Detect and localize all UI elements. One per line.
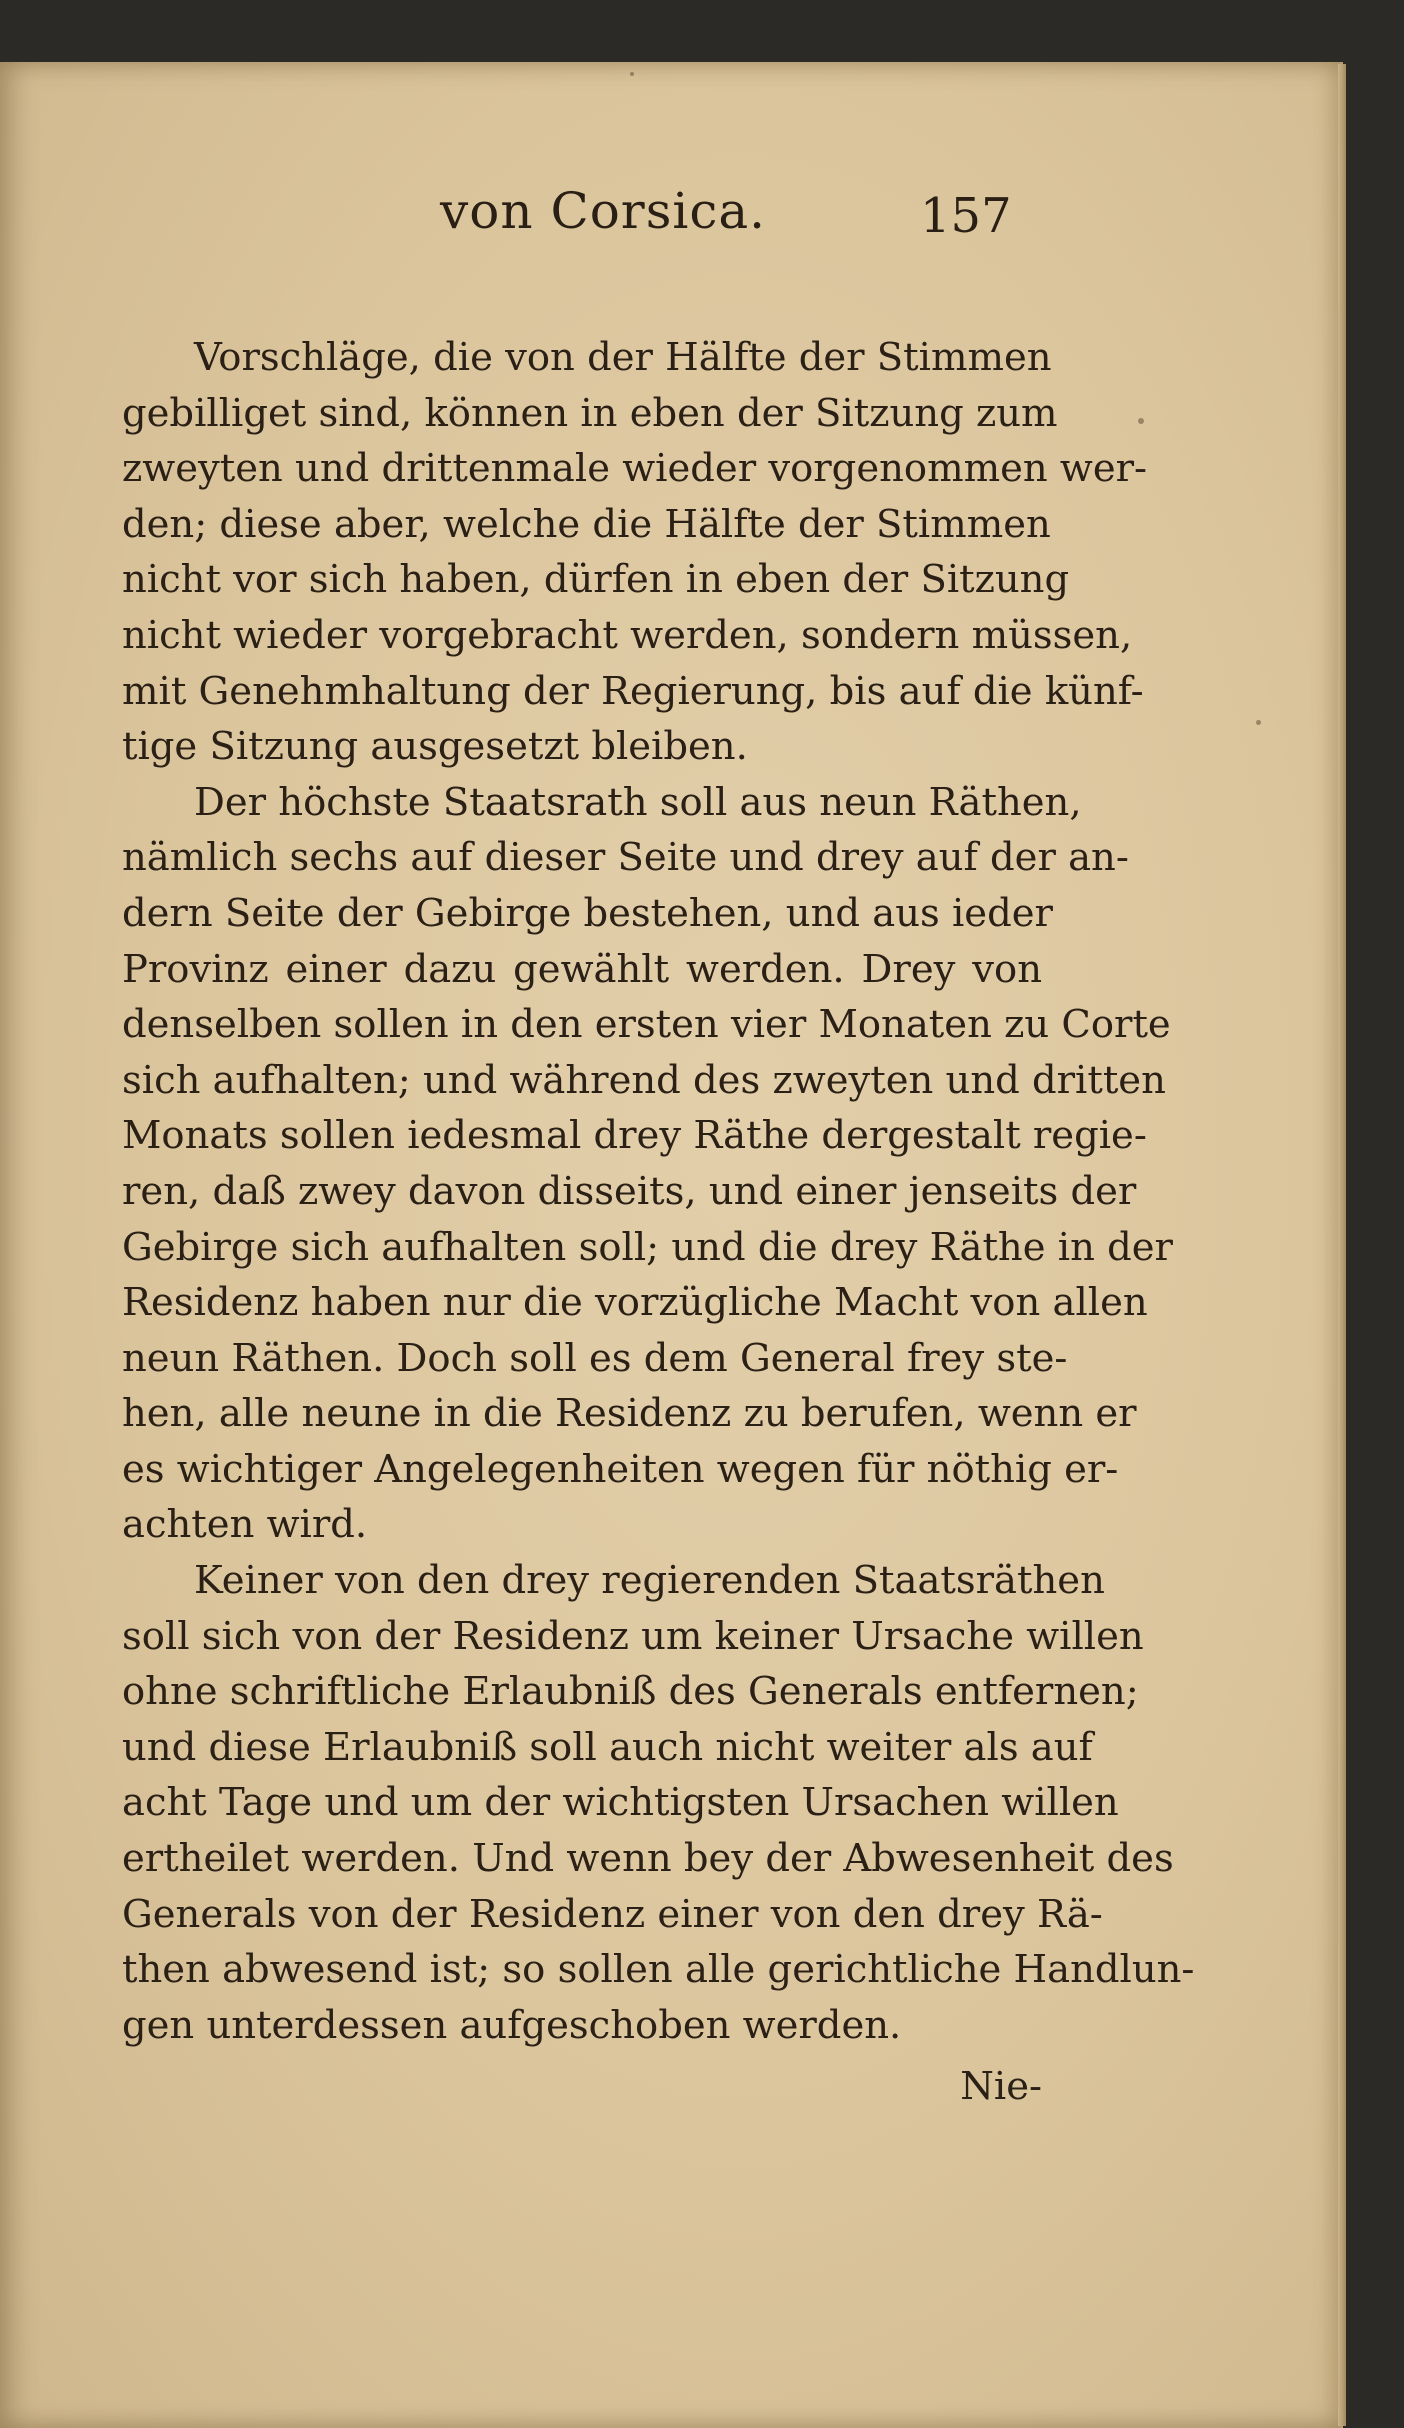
text-line: nicht wieder vorgebracht werden, sondern müssen, <box>122 612 1133 658</box>
text-line: tige Sitzung ausgesetzt bleiben. <box>122 724 748 770</box>
text-line: es wichtiger Angelegenheiten wegen für nöthig er- <box>122 1446 1119 1492</box>
text-line: acht Tage und um der wichtigsten Ursachen willen <box>122 1780 1119 1826</box>
text-line: zweyten und drittenmale wieder vorgenommen wer- <box>122 446 1148 492</box>
text-line: Vorschläge, die von der Hälfte der Stimmen <box>194 335 1052 380</box>
paper-speck <box>1138 418 1144 424</box>
text-line: Der höchste Staatsrath soll aus neun Räthen, <box>194 779 1082 825</box>
text-line: Monats sollen iedesmal drey Räthe dergestalt regie- <box>122 1113 1147 1159</box>
page-number: 157 <box>920 188 1012 244</box>
paragraph <box>122 330 1148 775</box>
text-line: ertheilet werden. Und wenn bey der Abwesenheit des <box>122 1836 1174 1882</box>
text-line: sich aufhalten; und während des zweyten und dritten <box>122 1057 1166 1103</box>
text-line: und diese Erlaubniß soll auch nicht weiter als auf <box>122 1724 1093 1770</box>
text-line: gebilliget sind, können in eben der Sitzung zum <box>122 390 1058 436</box>
text-line: Gebirge sich aufhalten soll; und die drey Räthe in der <box>122 1224 1173 1270</box>
paper-speck <box>1256 720 1261 725</box>
text-line: Keiner von den drey regierenden Staatsräthen <box>194 1558 1105 1604</box>
text-line: den; diese aber, welche die Hälfte der Stimmen <box>122 501 1051 547</box>
paragraph <box>122 1553 1195 2053</box>
text-line: soll sich von der Residenz um keiner Ursache willen <box>122 1613 1144 1659</box>
catchword: Nie- <box>960 2064 1042 2109</box>
text-line: neun Räthen. Doch soll es dem General frey ste- <box>122 1335 1068 1381</box>
text-line: denselben sollen in den ersten vier Monaten zu Corte <box>122 1002 1171 1048</box>
text-line: nämlich sechs auf dieser Seite und drey auf der an- <box>122 835 1129 881</box>
paragraph <box>122 775 1173 1553</box>
paper-speck <box>630 72 634 76</box>
text-line: Generals von der Residenz einer von den drey Rä- <box>122 1891 1103 1937</box>
text-line: then abwesend ist; so sollen alle gerichtliche Handlun- <box>122 1947 1195 1993</box>
text-line: dern Seite der Gebirge bestehen, und aus ieder <box>122 890 1053 936</box>
text-line: ren, daß zwey davon disseits, und einer jenseits der <box>122 1168 1137 1214</box>
text-line: nicht vor sich haben, dürfen in eben der Sitzung <box>122 557 1070 603</box>
text-line: mit Genehmhaltung der Regierung, bis auf die künf- <box>122 668 1144 714</box>
body-text <box>122 330 1195 2053</box>
text-line: ohne schriftliche Erlaubniß des Generals entfernen; <box>122 1669 1139 1715</box>
text-line: gen unterdessen aufgeschoben werden. <box>122 2002 902 2048</box>
text-line: hen, alle neune in die Residenz zu berufen, wenn er <box>122 1391 1137 1437</box>
text-line: achten wird. <box>122 1502 368 1548</box>
running-head <box>120 182 1020 272</box>
page-edge <box>1338 64 1346 2426</box>
text-line: Provinz einer dazu gewählt werden. Drey von <box>122 946 1042 992</box>
text-line: Residenz haben nur die vorzügliche Macht von allen <box>122 1280 1148 1326</box>
running-head-title: von Corsica. <box>440 182 767 240</box>
